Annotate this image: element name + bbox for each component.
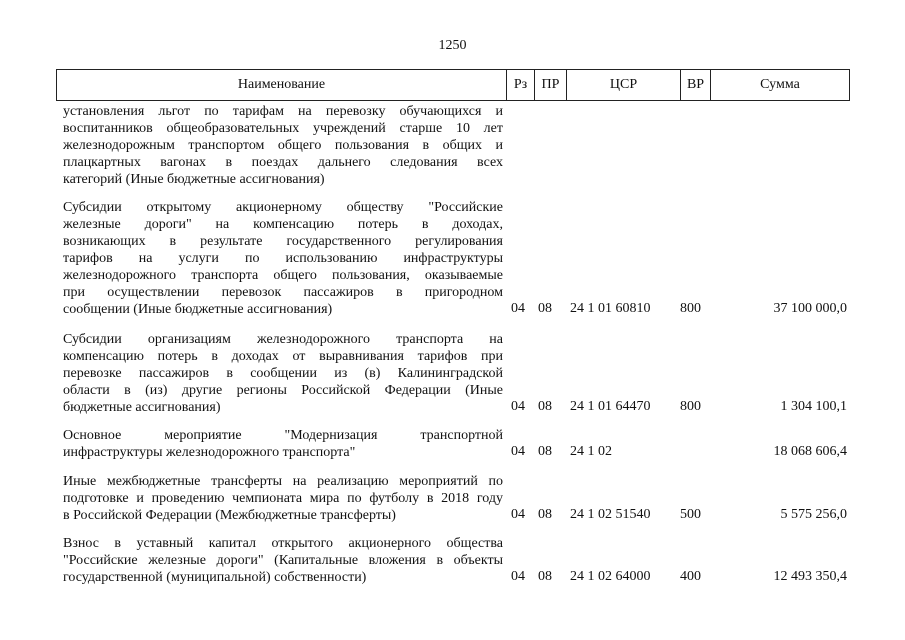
row-name-line: категорий (Иные бюджетные ассигнования) [63, 172, 325, 187]
row-name-line: железнодорожным транспортом общего пользования в общих и [63, 138, 503, 153]
row-rz: 04 [511, 444, 525, 459]
row-name-line: области в (из) другие регионы Российской Федерации (Иные [63, 383, 503, 398]
row-name-line: Субсидии организациям железнодорожного транспорта на [63, 332, 503, 347]
row-name-line: плацкартных вагонах в поездах дальнего следования всех [63, 155, 503, 170]
row-name-line: бюджетные ассигнования) [63, 400, 221, 415]
row-vr: 400 [680, 569, 701, 584]
row-name-line: государственной (муниципальной) собственности) [63, 570, 367, 585]
row-name-line: Иные межбюджетные трансферты на реализацию мероприятий по [63, 474, 503, 489]
row-name-line: возникающих в результате государственного регулирования [63, 234, 503, 249]
row-sum: 12 493 350,4 [773, 569, 847, 584]
header-pr: ПР [534, 70, 566, 100]
row-csr: 24 1 02 64000 [570, 569, 651, 584]
row-name-line: при осуществлении перевозок пассажиров в пригородном [63, 285, 503, 300]
header-csr: ЦСР [566, 70, 680, 100]
row-name [63, 473, 503, 524]
row-pr: 08 [538, 444, 552, 459]
table-row [56, 535, 850, 586]
row-name-line: Субсидии открытому акционерному обществу "Российские [63, 200, 503, 215]
row-vr: 500 [680, 507, 701, 522]
row-name-line: Взнос в уставный капитал открытого акционерного общества [63, 536, 503, 551]
row-name-line: инфраструктуры железнодорожного транспорта" [63, 445, 356, 460]
table-row [56, 199, 850, 318]
row-rz: 04 [511, 399, 525, 414]
row-name-line: железнодорожного транспорта общего пользования, оказываемые [63, 268, 503, 283]
row-sum: 5 575 256,0 [780, 507, 847, 522]
header-name: Наименование [237, 77, 326, 92]
header-rz: Рз [506, 70, 534, 100]
row-rz: 04 [511, 301, 525, 316]
table-row [56, 427, 850, 461]
table-row [56, 103, 850, 188]
row-name-line: Основное мероприятие "Модернизация транспортной [63, 428, 503, 443]
row-name [63, 427, 503, 461]
page-number: 1250 [438, 38, 467, 53]
row-name [63, 199, 503, 318]
table-header [56, 69, 850, 101]
row-sum: 37 100 000,0 [773, 301, 847, 316]
row-pr: 08 [538, 301, 552, 316]
row-name-line: в Российской Федерации (Межбюджетные трансферты) [63, 508, 396, 523]
table-row [56, 473, 850, 524]
row-vr: 800 [680, 399, 701, 414]
row-name-line: тарифов на услуги по использованию инфраструктуры [63, 251, 503, 266]
row-name-line: сообщении (Иные бюджетные ассигнования) [63, 302, 333, 317]
row-sum: 18 068 606,4 [773, 444, 847, 459]
row-csr: 24 1 02 51540 [570, 507, 651, 522]
row-csr: 24 1 02 [570, 444, 612, 459]
row-rz: 04 [511, 507, 525, 522]
row-name-line: "Российские железные дороги" (Капитальные вложения в объекты [63, 553, 503, 568]
header-vr: ВР [680, 70, 710, 100]
row-name [63, 103, 503, 188]
row-rz: 04 [511, 569, 525, 584]
row-name-line: компенсацию потерь в доходах от выравнивания тарифов при [63, 349, 503, 364]
header-sum: Сумма [710, 70, 849, 100]
row-pr: 08 [538, 507, 552, 522]
row-name-line: воспитанников общеобразовательных учреждений старше 10 лет [63, 121, 503, 136]
row-pr: 08 [538, 399, 552, 414]
row-csr: 24 1 01 60810 [570, 301, 651, 316]
row-name [63, 535, 503, 586]
row-name-line: установления льгот по тарифам на перевозку обучающихся и [63, 104, 503, 119]
row-name-line: железные дороги" на компенсацию потерь в доходах, [63, 217, 503, 232]
row-name-line: подготовке и проведению чемпионата мира по футболу в 2018 году [63, 491, 503, 506]
table-row [56, 331, 850, 416]
row-name-line: перевозке пассажиров в сообщении из (в) Калининградской [63, 366, 503, 381]
row-sum: 1 304 100,1 [780, 399, 847, 414]
row-name [63, 331, 503, 416]
row-pr: 08 [538, 569, 552, 584]
row-csr: 24 1 01 64470 [570, 399, 651, 414]
row-vr: 800 [680, 301, 701, 316]
